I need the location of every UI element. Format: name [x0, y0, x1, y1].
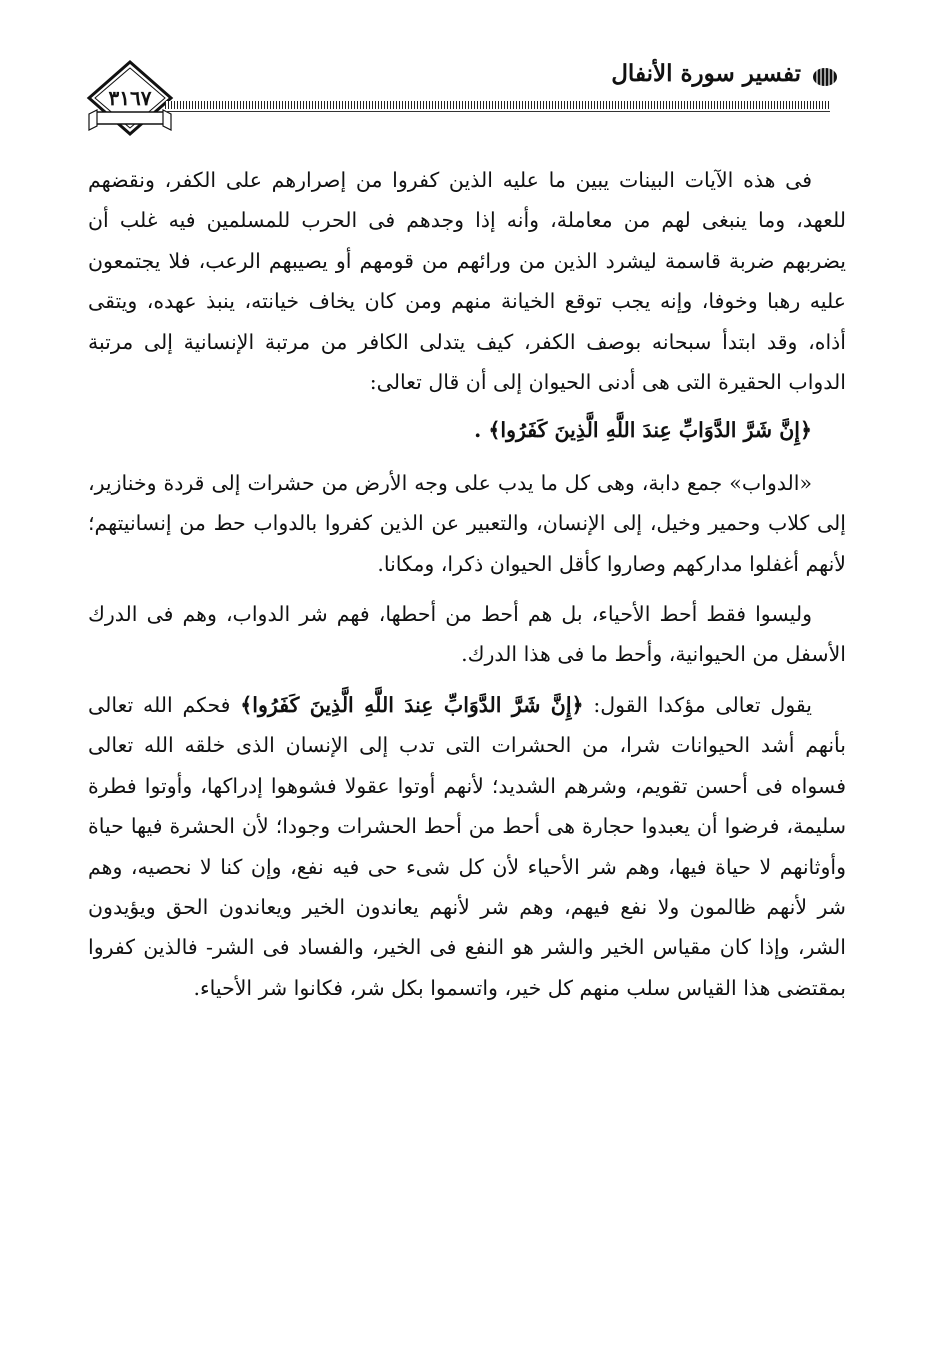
header-rule-line [165, 111, 830, 112]
paragraph-2: «الدواب» جمع دابة، وهى كل ما يدب على وجه الأرض من حشرات إلى قردة وخنازير، إلى كلاب وحمير وخيل، إلى الإنسان، والتعبير عن الذين كفروا بالدواب حط من إنسانيتهم؛ لأنهم أغفلوا مداركهم وصاروا كأقل الحيوان ذكرا، ومكانا. [88, 470, 846, 576]
page-header [85, 58, 845, 148]
paragraph-4 [88, 685, 846, 1008]
ornament-icon [811, 66, 839, 88]
paragraph-1: فى هذه الآيات البينات يبين ما عليه الذين كفروا من إصرارهم على الكفر، ونقضهم للعهد، وما ينبغى لهم من معاملة، وأنه إذا وجدهم فى الحرب للمسلمين فيه غلب أن يضربهم ضربة قاسمة ليشرد الذين من ورائهم من قومهم أو يصيبهم الرعب، فلا يجتمعون عليه رهبا وخوفا، وإنه يجب توقع الخيانة منهم ومن كان يخاف خيانته، ينبذ عهده، ويتقى أذاه، وقد ابتدأ سبحانه بوصف الكفر، كيف يتدلى الكافر من مرتبة الإنسانية إلى مرتبة الدواب الحقيرة التى هى أدنى الحيوان إلى أن قال تعالى: [88, 168, 846, 395]
running-title: تفسير سورة الأنفال [611, 60, 801, 87]
paragraph-4-rest: فحكم الله تعالى بأنهم أشد الحيوانات شرا، من الحشرات التى تدب إلى الإنسان الذى خلقه الله تعالى فسواه فى أحسن تقويم، وشرهم الشديد؛ لأنهم أوتوا عقولا فشوهوا إدراكها، وأوتوا فطرة سليمة، فرضوا أن يعبدوا حجارة هى أحط من أحط الحشرات وجودا؛ لأن الحشرة فيها حياة وأوثانهم لا حياة فيها، وهم شر الأحياء لأن كل شىء حى فيه نفع، وإن كنا لا نحصيه، وهم شر لأنهم ظالمون ولا نفع فيهم، وهم شر لأنهم يعاندون الخير ويعاندون الحق ويؤيدون الشر، وإذا كان مقياس الخير والشر هو النفع فى الخير، والفساد فى الشر- فالذين كفروا بمقتضى هذا القياس سلب منهم كل خير، واتسموا بكل شر، فكانوا شر الأحياء. [88, 692, 846, 1000]
page-body [88, 160, 846, 1008]
paragraph-4-intro: يقول تعالى مؤكدا القول: [583, 692, 812, 717]
inline-verse-quote: ﴿إِنَّ شَرَّ الدَّوَابِّ عِندَ اللَّهِ الَّذِينَ كَفَرُوا﴾ [240, 692, 584, 717]
verse-quote: ﴿إِنَّ شَرَّ الدَّوَابِّ عِندَ اللَّهِ الَّذِينَ كَفَرُوا﴾ . [474, 418, 812, 443]
paragraph-3: وليسوا فقط أحط الأحياء، بل هم أحط من أحطها، فهم شر الدواب، وهم فى الدرك الأسفل من الحيوانية، وأحط ما فى هذا الدرك. [88, 602, 846, 667]
page-number: ٣١٦٧ [108, 86, 152, 110]
header-rule [165, 101, 830, 109]
page-number-badge [85, 58, 175, 140]
